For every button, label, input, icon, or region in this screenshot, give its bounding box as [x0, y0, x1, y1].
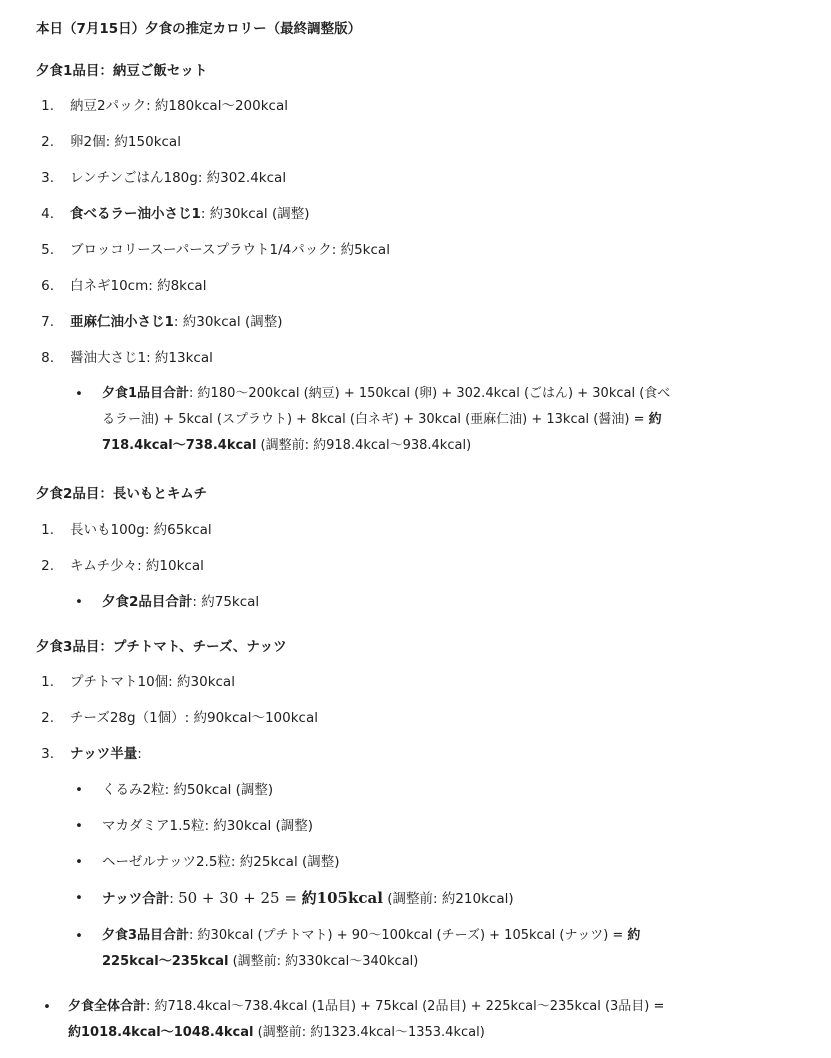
- total-line: [102, 593, 259, 611]
- total-label: 夕食3品目合計: [102, 928, 190, 943]
- list-number: 1.: [41, 674, 54, 690]
- bullet-icon: •: [75, 594, 83, 610]
- list-item: 白ネギ10cm: 約8kcal: [70, 278, 207, 294]
- bullet-icon: •: [43, 999, 51, 1015]
- list-number: 2.: [41, 134, 54, 150]
- section2-heading: 夕食2品目：長いもとキムチ: [36, 486, 207, 502]
- item-value: : 約30kcal (調整): [200, 206, 310, 222]
- total-text: : 約180〜200kcal (納豆) + 150kcal (卵) + 302.4kcal (ごはん) + 30kcal (食べ: [189, 386, 671, 401]
- total-text: (調整前: 約330kcal〜340kcal): [228, 954, 419, 969]
- total-bold: 約: [648, 412, 662, 427]
- list-number: 2.: [41, 710, 54, 726]
- math-bold: 約105kcal: [301, 889, 383, 907]
- page-title: 本日（7月15日）夕食の推定カロリー（最終調整版）: [36, 21, 362, 37]
- total-text: (調整前: 約918.4kcal〜938.4kcal): [256, 438, 472, 453]
- total-bold: 約1018.4kcal〜1048.4kcal: [68, 1025, 254, 1040]
- bullet-icon: •: [75, 890, 83, 906]
- item-bold-label: 亜麻仁油小さじ1: [70, 314, 174, 330]
- total-text: : 約75kcal: [192, 594, 260, 610]
- list-item: プチトマト10個: 約30kcal: [70, 674, 235, 690]
- bullet-icon: •: [75, 818, 83, 834]
- list-number: 1.: [41, 98, 54, 114]
- list-item: [70, 313, 283, 331]
- item-value: : 約30kcal (調整): [173, 314, 283, 330]
- total-label: ナッツ合計: [102, 891, 170, 907]
- total-label: 夕食2品目合計: [102, 594, 193, 610]
- total-text: (調整前: 約1323.4kcal〜1353.4kcal): [253, 1025, 485, 1040]
- total-text: (調整前: 約210kcal): [382, 891, 514, 907]
- math-expression: [178, 889, 383, 907]
- section3-heading: 夕食3品目：プチトマト、チーズ、ナッツ: [36, 639, 287, 655]
- bullet-icon: •: [75, 782, 83, 798]
- list-number: 5.: [41, 242, 54, 258]
- total-line: [102, 411, 662, 429]
- math-plain: 50 + 30 + 25 =: [178, 889, 302, 907]
- total-line: [102, 437, 471, 455]
- list-number: 7.: [41, 314, 54, 330]
- list-number: 3.: [41, 746, 54, 762]
- list-item: [70, 205, 310, 223]
- total-bold: 718.4kcal〜738.4kcal: [102, 438, 257, 453]
- total-label: 夕食全体合計: [68, 999, 147, 1014]
- section1-heading: 夕食1品目：納豆ご飯セット: [36, 63, 208, 79]
- list-item: くるみ2粒: 約50kcal (調整): [102, 782, 274, 798]
- total-line: [68, 998, 664, 1016]
- total-label: 夕食1品目合計: [102, 386, 190, 401]
- item-bold-label: 食べるラー油小さじ1: [70, 206, 201, 222]
- total-bold: 225kcal〜235kcal: [102, 954, 229, 969]
- bullet-icon: •: [75, 854, 83, 870]
- list-item: 長いも100g: 約65kcal: [70, 522, 212, 538]
- list-item: レンチンごはん180g: 約302.4kcal: [70, 170, 287, 186]
- list-item: 醤油大さじ1: 約13kcal: [70, 350, 213, 366]
- list-number: 1.: [41, 522, 54, 538]
- total-text: るラー油) + 5kcal (スプラウト) + 8kcal (白ネギ) + 30kcal (亜麻仁油) + 13kcal (醤油) =: [102, 412, 649, 427]
- total-line: [102, 385, 670, 403]
- list-item: [70, 745, 142, 763]
- nuts-total: [102, 889, 514, 908]
- list-number: 2.: [41, 558, 54, 574]
- list-item: 卵2個: 約150kcal: [70, 134, 181, 150]
- bullet-icon: •: [75, 386, 83, 402]
- list-item: 納豆2パック: 約180kcal〜200kcal: [70, 98, 288, 114]
- list-item: チーズ28g（1個）: 約90kcal〜100kcal: [70, 710, 318, 726]
- total-text: :: [169, 891, 179, 907]
- bullet-icon: •: [75, 928, 83, 944]
- total-text: : 約718.4kcal〜738.4kcal (1品目) + 75kcal (2品目) + 225kcal〜235kcal (3品目) =: [146, 999, 665, 1014]
- list-number: 8.: [41, 350, 54, 366]
- item-value: :: [137, 746, 142, 762]
- item-bold-label: ナッツ半量: [70, 746, 138, 762]
- total-line: [102, 927, 640, 945]
- list-number: 4.: [41, 206, 54, 222]
- list-number: 6.: [41, 278, 54, 294]
- list-item: キムチ少々: 約10kcal: [70, 558, 204, 574]
- total-bold: 約: [627, 928, 641, 943]
- list-number: 3.: [41, 170, 54, 186]
- list-item: ヘーゼルナッツ2.5粒: 約25kcal (調整): [102, 854, 340, 870]
- total-line: [68, 1024, 485, 1042]
- total-text: : 約30kcal (プチトマト) + 90〜100kcal (チーズ) + 105kcal (ナッツ) =: [189, 928, 628, 943]
- list-item: マカダミア1.5粒: 約30kcal (調整): [102, 818, 314, 834]
- list-item: ブロッコリースーパースプラウト1/4パック: 約5kcal: [70, 242, 390, 258]
- total-line: [102, 953, 418, 971]
